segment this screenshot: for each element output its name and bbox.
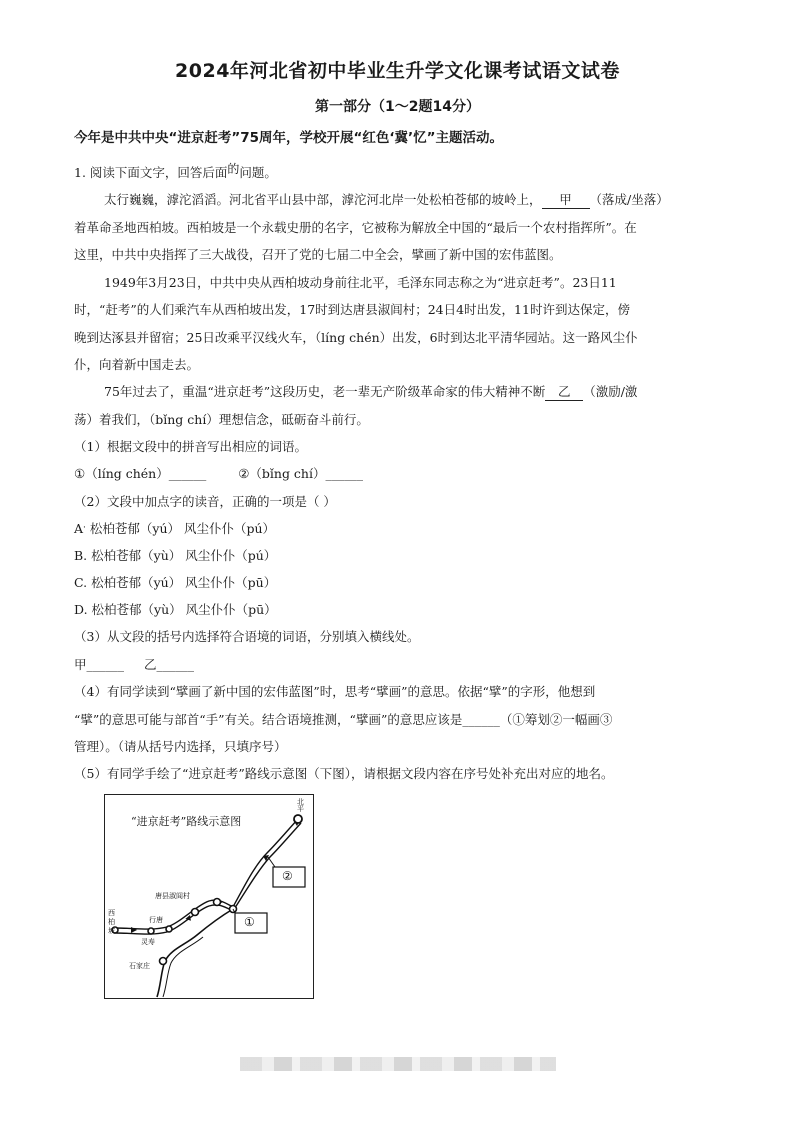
- sub-question-3: （3）从文段的括号内选择符合语境的词语，分别填入横线处。: [74, 629, 420, 644]
- passage-p3-line1: [104, 382, 764, 401]
- railway-line-inner: [163, 937, 203, 997]
- station-shijiazhuang: [160, 958, 167, 965]
- passage-p2-line4: 仆，向着新中国走去。: [74, 357, 200, 372]
- intro-text-a: 1. 阅读下面文字，回答后面: [74, 165, 228, 180]
- blank-jia: 甲: [542, 190, 590, 209]
- label-lingshou: 灵寿: [141, 938, 155, 946]
- p1-text-a: 太行巍巍，滹沱滔滔。河北省平山县中部，滹沱河北岸一处松柏苍郁的坡岭上，: [104, 192, 542, 207]
- passage-p1-line1: [104, 190, 764, 209]
- sub-question-1-blanks: [74, 464, 734, 482]
- fill-blank-yi: 乙______: [143, 657, 194, 672]
- station-tangxian-east: [214, 899, 221, 906]
- answer-blank-bingchi: ②（bǐng chí）______: [238, 466, 363, 481]
- sub-question-3-blanks: [74, 655, 734, 673]
- map-title: “进京赶考”路线示意图: [131, 815, 242, 828]
- passage-p2-line3: 晚到达涿县并留宿；25日改乘平汉线火车，（líng chén）出发，6时到达北平清华园站。这一路风尘仆: [74, 330, 638, 345]
- option-b: B. 松柏苍郁（yù） 风尘仆仆（pú）: [74, 548, 277, 563]
- passage-p2-line1: 1949年3月23日，中共中央从西柏坡动身前往北平，毛泽东同志称之为“进京赶考”。23日11: [104, 275, 617, 290]
- arrow-icon: [131, 927, 137, 933]
- sub-question-4-line2: “擘”的意思可能与部首“手”有关。结合语境推测，“擘画”的意思应该是______（①筹划②一幅画③: [74, 712, 613, 727]
- station-beiping: [294, 815, 302, 823]
- p1-text-b: （落成/坐落）: [589, 192, 669, 207]
- station-tangxian: [192, 909, 199, 916]
- sub-question-5: （5）有同学手绘了“进京赶考”路线示意图（下图），请根据文段内容在序号处补充出对应的地名。: [74, 766, 614, 781]
- label-xibaipo: 西柏坡: [108, 909, 115, 935]
- exam-title: 2024年河北省初中毕业生升学文化课考试语文试卷: [175, 60, 620, 82]
- passage-p2-line2: 时，“赶考”的人们乘汽车从西柏坡出发，17时到达唐县淑闾村；24日4时出发，11时许到达保定，傍: [74, 302, 630, 317]
- blank-yi: 乙: [545, 382, 583, 401]
- option-a: [74, 519, 734, 537]
- part-heading: 第一部分（1～2题14分）: [315, 99, 480, 115]
- option-c: C. 松柏苍郁（yú） 风尘仆仆（pū）: [74, 575, 277, 590]
- fill-blank-jia: 甲______: [74, 657, 125, 672]
- sub-question-1: （1）根据文段中的拼音写出相应的词语。: [74, 439, 307, 454]
- sub-question-2: （2）文段中加点字的读音，正确的一项是（ ）: [74, 494, 336, 509]
- intro-superscript: 的: [227, 162, 240, 176]
- route-sketch-map: [104, 794, 314, 999]
- passage-p1-line3: 这里，中共中央指挥了三大战役，召开了党的七届二中全会，擘画了新中国的宏伟蓝图。: [74, 247, 562, 262]
- watermark-bar: [240, 1057, 556, 1071]
- sub-question-4-line1: （4）有同学读到“擘画了新中国的宏伟蓝图”时，思考“擘画”的意思。依据“擘”的字形，他想到: [74, 684, 596, 699]
- passage-p1-line2: 着革命圣地西柏坡。西柏坡是一个永载史册的名字，它被称为解放全中国的“最后一个农村指挥所”。在: [74, 220, 637, 235]
- option-a-mark: ·: [83, 523, 86, 533]
- station-hangtang: [166, 926, 172, 932]
- p3-text-a: 75年过去了，重温“进京赶考”这段历史，老一辈无产阶级革命家的伟大精神不断: [104, 384, 546, 399]
- label-hangtang: 行唐: [149, 916, 163, 924]
- box-1-label: ①: [244, 915, 255, 929]
- answer-blank-lingchen: ①（líng chén）______: [74, 466, 207, 481]
- box-2-label: ②: [282, 869, 293, 883]
- station-lingshou: [148, 928, 154, 934]
- label-tangxian: 唐县淑闾村: [155, 892, 190, 900]
- p3-text-b: （激励/激: [583, 384, 638, 399]
- sub-question-4-line3: 管理）。（请从括号内选择，只填序号）: [74, 739, 287, 754]
- theme-statement: 今年是中共中央“进京赶考”75周年，学校开展“红色‘冀’忆”主题活动。: [74, 130, 504, 146]
- intro-text-b: 问题。: [239, 165, 277, 180]
- option-a-letter: A: [74, 521, 84, 536]
- label-beiping: 北平: [297, 798, 304, 813]
- passage-p3-line2: 荡）着我们，（bǐng chí）理想信念，砥砺奋斗前行。: [74, 412, 369, 427]
- label-shijiazhuang: 石家庄: [129, 962, 150, 970]
- railway-line: [157, 909, 233, 997]
- question-1-intro: [74, 163, 734, 181]
- option-a-text: 松柏苍郁（yú） 风尘仆仆（pú）: [85, 521, 276, 536]
- option-d: D. 松柏苍郁（yù） 风尘仆仆（pū）: [74, 602, 277, 617]
- leader-line-2: [268, 857, 275, 867]
